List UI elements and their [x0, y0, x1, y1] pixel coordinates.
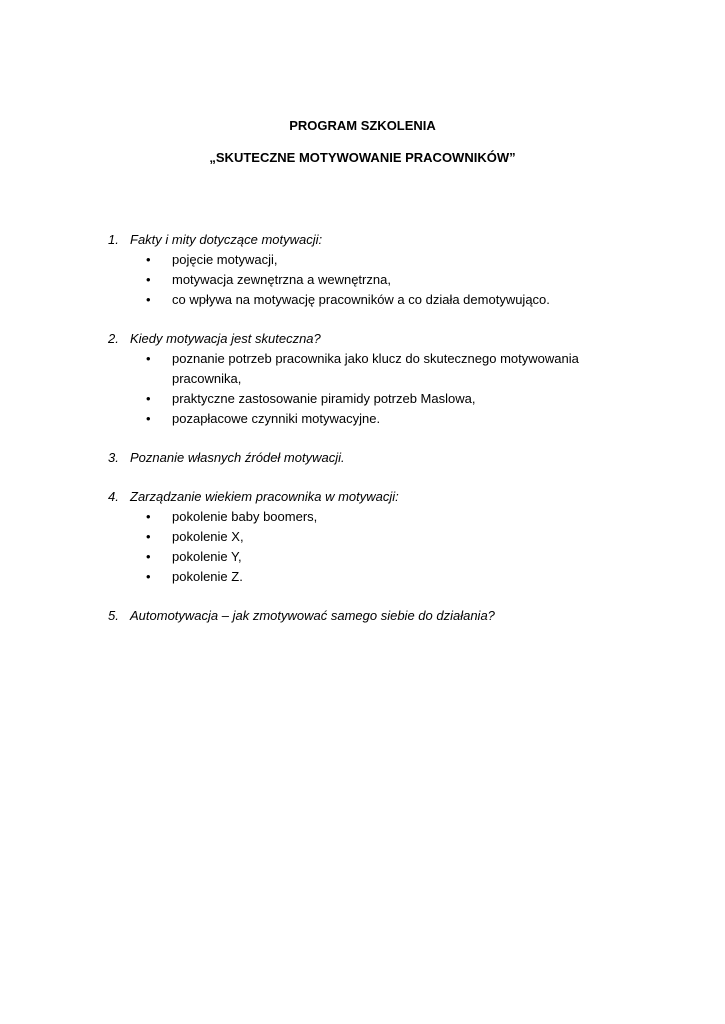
list-item: [146, 567, 608, 587]
bullet-icon: •: [146, 272, 151, 287]
list-item: [146, 527, 608, 547]
list-item-text: motywacja zewnętrzna a wewnętrzna,: [172, 272, 391, 287]
list-item: [146, 507, 608, 527]
bullet-icon: •: [146, 411, 151, 426]
list-item: [146, 409, 608, 429]
bullet-icon: •: [146, 292, 151, 307]
bullet-icon: •: [146, 252, 151, 267]
section-1: [108, 230, 608, 310]
list-item-text: pozapłacowe czynniki motywacyjne.: [172, 411, 381, 426]
bullet-icon: •: [146, 509, 151, 524]
bullet-list: [108, 250, 608, 310]
bullet-icon: •: [146, 569, 151, 584]
section-number: 5.: [108, 608, 119, 623]
bullet-icon: •: [146, 351, 151, 366]
section-2: [108, 329, 608, 429]
list-item-text: pojęcie motywacji,: [172, 252, 278, 267]
section-number: 2.: [108, 331, 119, 346]
section-heading: [108, 448, 608, 468]
section-heading: [108, 329, 608, 349]
training-program-list: [108, 230, 608, 645]
section-3: [108, 448, 608, 468]
list-item-text: pokolenie X,: [172, 529, 244, 544]
list-item: [146, 389, 608, 409]
section-4: [108, 487, 608, 587]
section-5: [108, 606, 608, 626]
section-title: Poznanie własnych źródeł motywacji.: [130, 450, 345, 465]
list-item-text: praktyczne zastosowanie piramidy potrzeb Maslowa,: [172, 391, 476, 406]
list-item: [146, 290, 608, 310]
bullet-icon: •: [146, 529, 151, 544]
bullet-icon: •: [146, 549, 151, 564]
section-heading: [108, 487, 608, 507]
bullet-list: [108, 507, 608, 587]
title-program: PROGRAM SZKOLENIA: [289, 118, 436, 133]
section-number: 1.: [108, 232, 119, 247]
list-item-text: pokolenie baby boomers,: [172, 509, 318, 524]
list-item-text: co wpływa na motywację pracowników a co działa demotywująco.: [172, 292, 550, 307]
section-title: Automotywacja – jak zmotywować samego siebie do działania?: [130, 608, 495, 623]
section-heading: [108, 606, 608, 626]
section-number: 3.: [108, 450, 119, 465]
section-number: 4.: [108, 489, 119, 504]
list-item-text: poznanie potrzeb pracownika jako klucz do skutecznego motywowania pracownika,: [172, 351, 579, 386]
section-title: Zarządzanie wiekiem pracownika w motywacji:: [130, 489, 399, 504]
section-title: Fakty i mity dotyczące motywacji:: [130, 232, 323, 247]
bullet-icon: •: [146, 391, 151, 406]
list-item: [146, 547, 608, 567]
title-training-name: „SKUTECZNE MOTYWOWANIE PRACOWNIKÓW”: [209, 150, 516, 165]
section-heading: [108, 230, 608, 250]
list-item: [146, 250, 608, 270]
list-item: [146, 349, 608, 389]
list-item: [146, 270, 608, 290]
section-title: Kiedy motywacja jest skuteczna?: [130, 331, 321, 346]
document-title: [0, 116, 725, 167]
list-item-text: pokolenie Y,: [172, 549, 242, 564]
list-item-text: pokolenie Z.: [172, 569, 243, 584]
bullet-list: [108, 349, 608, 429]
